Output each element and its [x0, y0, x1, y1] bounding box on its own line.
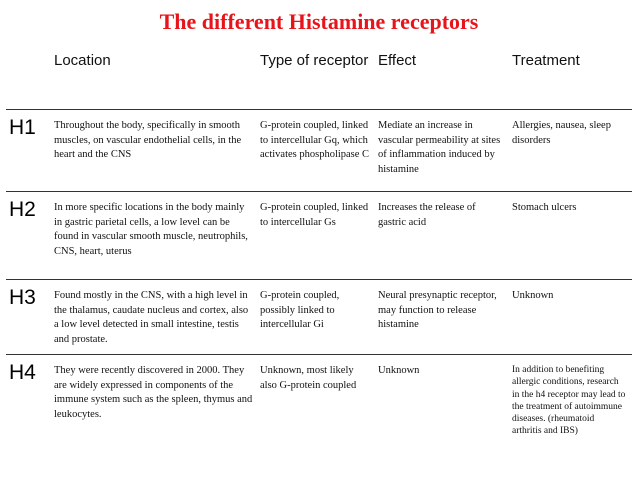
cell-effect: Neural presynaptic receptor, may function to release histamine: [378, 280, 512, 355]
cell-treatment: In addition to benefiting allergic conditions, research in the h4 receptor may lead to the treatment of autoimmune diseases. (rheumatoid arthritis and IBS): [512, 365, 626, 437]
header-spacer: [6, 45, 54, 110]
cell-type: G-protein coupled, linked to intercellular Gs: [260, 192, 378, 280]
cell-effect: Unknown: [378, 365, 420, 376]
cell-location: They were recently discovered in 2000. They are widely expressed in components of the immune system such as the spleen, thymus and leukocytes.: [54, 365, 253, 420]
header-treatment: Treatment: [512, 45, 632, 110]
cell-location: Throughout the body, specifically in smooth muscles, on vascular endothelial cells, in the heart and the CNS: [54, 110, 260, 192]
cell-treatment: Allergies, nausea, sleep disorders: [512, 110, 632, 192]
header-location: Location: [54, 45, 260, 110]
row-label: H1: [6, 110, 54, 192]
cell-location: Found mostly in the CNS, with a high level in the thalamus, caudate nucleus and cortex, also a low level detected in small intestine, testis and prostate.: [54, 280, 260, 355]
cell-type: G-protein coupled, linked to intercellular Gq, which activates phospholipase C: [260, 110, 378, 192]
table-row-h2: [6, 192, 632, 280]
cell-treatment: Stomach ulcers: [512, 192, 632, 280]
cell-effect: Mediate an increase in vascular permeability at sites of inflammation induced by histamine: [378, 110, 512, 192]
table-header-row: [6, 45, 632, 110]
cell-type: G-protein coupled, possibly linked to intercellular Gi: [260, 280, 378, 355]
receptor-table: [6, 45, 632, 465]
table-row-h3: [6, 280, 632, 355]
page-title: The different Histamine receptors: [159, 9, 479, 34]
cell-treatment: Unknown: [512, 280, 632, 355]
header-effect: Effect: [378, 45, 512, 110]
cell-type: Unknown, most likely also G-protein coupled: [260, 365, 357, 391]
row-label: H4: [9, 361, 36, 384]
header-type: Type of receptor: [260, 45, 378, 110]
cell-location: In more specific locations in the body mainly in gastric parietal cells, a low level can be found in vascular smooth muscle, neutrophils, CNS, heart, uterus: [54, 192, 260, 280]
table-row-h1: [6, 110, 632, 192]
cell-effect: Increases the release of gastric acid: [378, 192, 512, 280]
table-row-h4: [6, 355, 632, 465]
row-label: H3: [6, 280, 54, 355]
row-label: H2: [6, 192, 54, 280]
